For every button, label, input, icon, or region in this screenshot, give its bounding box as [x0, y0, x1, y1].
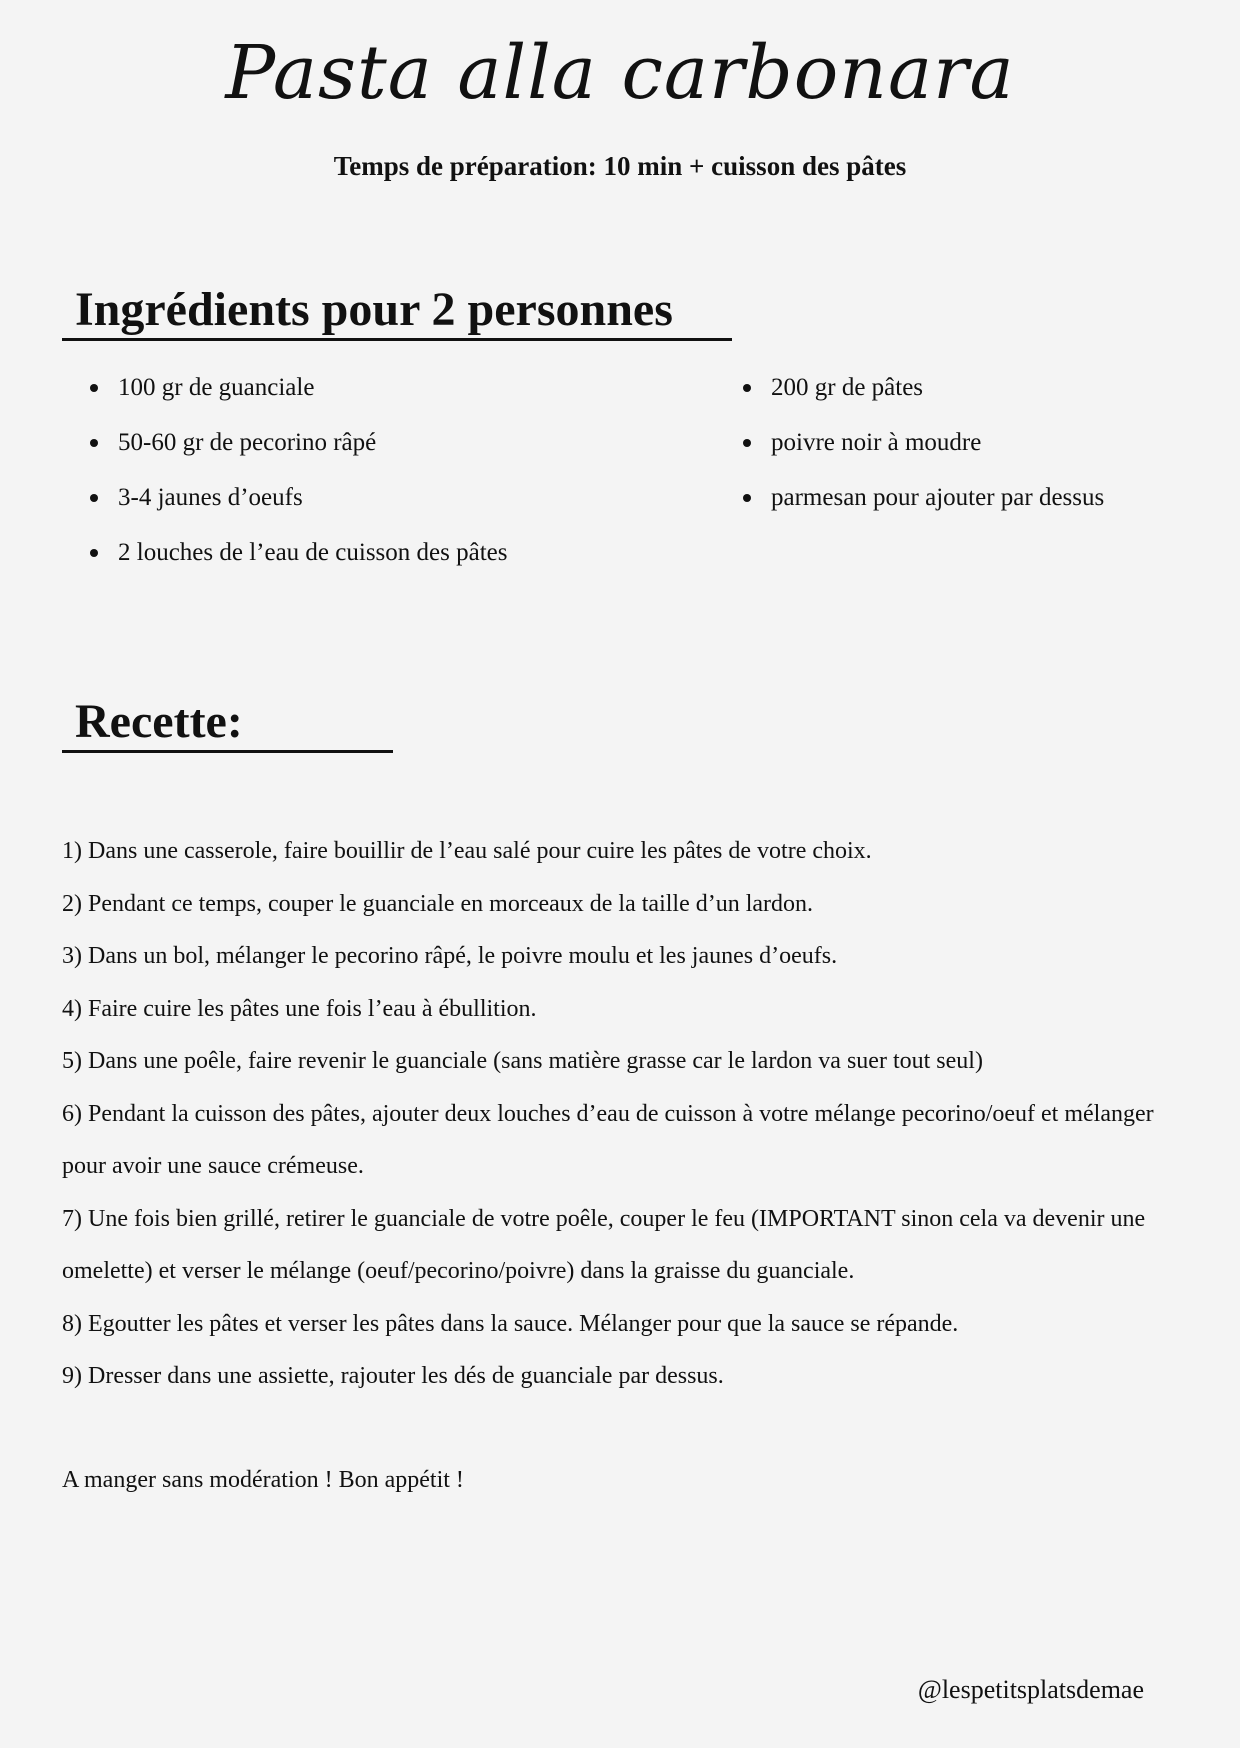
ingredient-text: 100 gr de guanciale	[118, 374, 315, 401]
ingredient-text: 50-60 gr de pecorino râpé	[118, 429, 377, 456]
bullet-icon	[90, 494, 98, 502]
bullet-icon	[90, 439, 98, 447]
ingredients-heading-underline	[62, 338, 732, 341]
bullet-icon	[743, 439, 751, 447]
recipe-step: 3) Dans un bol, mélanger le pecorino râpé, le poivre moulu et les jaunes d’oeufs.	[62, 943, 838, 969]
recipe-heading: Recette:	[75, 695, 243, 748]
ingredient-text: 2 louches de l’eau de cuisson des pâtes	[118, 539, 508, 566]
ingredient-item	[743, 360, 1104, 415]
recipe-step: 5) Dans une poêle, faire revenir le guanciale (sans matière grasse car le lardon va suer tout seul)	[62, 1048, 983, 1074]
recipe-step: 1) Dans une casserole, faire bouillir de l’eau salé pour cuire les pâtes de votre choix.	[62, 838, 872, 864]
ingredient-item	[90, 525, 507, 580]
closing-line: A manger sans modération ! Bon appétit !	[62, 1467, 464, 1493]
recipe-title: Pasta alla carbonara	[225, 30, 1015, 116]
prep-time: Temps de préparation: 10 min + cuisson des pâtes	[333, 151, 907, 181]
ingredient-item	[90, 415, 507, 470]
ingredient-item	[90, 360, 507, 415]
recipe-step: 9) Dresser dans une assiette, rajouter les dés de guanciale par dessus.	[62, 1363, 724, 1389]
ingredient-text: 200 gr de pâtes	[771, 374, 924, 401]
ingredient-item	[743, 470, 1104, 525]
bullet-icon	[743, 494, 751, 502]
bullet-icon	[90, 384, 98, 392]
bullet-icon	[743, 384, 751, 392]
recipe-heading-underline	[62, 750, 393, 753]
recipe-steps	[62, 825, 1182, 1403]
recipe-step: 8) Egoutter les pâtes et verser les pâtes dans la sauce. Mélanger pour que la sauce se répande.	[62, 1310, 959, 1337]
social-handle: @lespetitsplatsdemae	[917, 1675, 1144, 1704]
ingredient-item	[90, 470, 507, 525]
ingredient-text: 3-4 jaunes d’oeufs	[118, 484, 303, 511]
recipe-step: 4) Faire cuire les pâtes une fois l’eau à ébullition.	[62, 995, 537, 1022]
ingredients-list-right	[743, 360, 1104, 525]
recipe-step: 6) Pendant la cuisson des pâtes, ajouter deux louches d’eau de cuisson à votre mélange pecorino/oeuf et mélanger pour avoir une sauce crémeuse.	[62, 1100, 1154, 1179]
recipe-step: 2) Pendant ce temps, couper le guanciale en morceaux de la taille d’un lardon.	[62, 890, 814, 917]
recipe-step: 7) Une fois bien grillé, retirer le guanciale de votre poêle, couper le feu (IMPORTANT sinon cela va devenir une omelette) et verser le mélange (oeuf/pecorino/poivre) dans la graisse du guanciale.	[62, 1205, 1146, 1284]
ingredients-list-left	[90, 360, 507, 580]
ingredients-heading: Ingrédients pour 2 personnes	[75, 283, 673, 336]
ingredient-item	[743, 415, 1104, 470]
bullet-icon	[90, 549, 98, 557]
ingredient-text: poivre noir à moudre	[771, 429, 982, 456]
ingredient-text: parmesan pour ajouter par dessus	[771, 484, 1105, 511]
